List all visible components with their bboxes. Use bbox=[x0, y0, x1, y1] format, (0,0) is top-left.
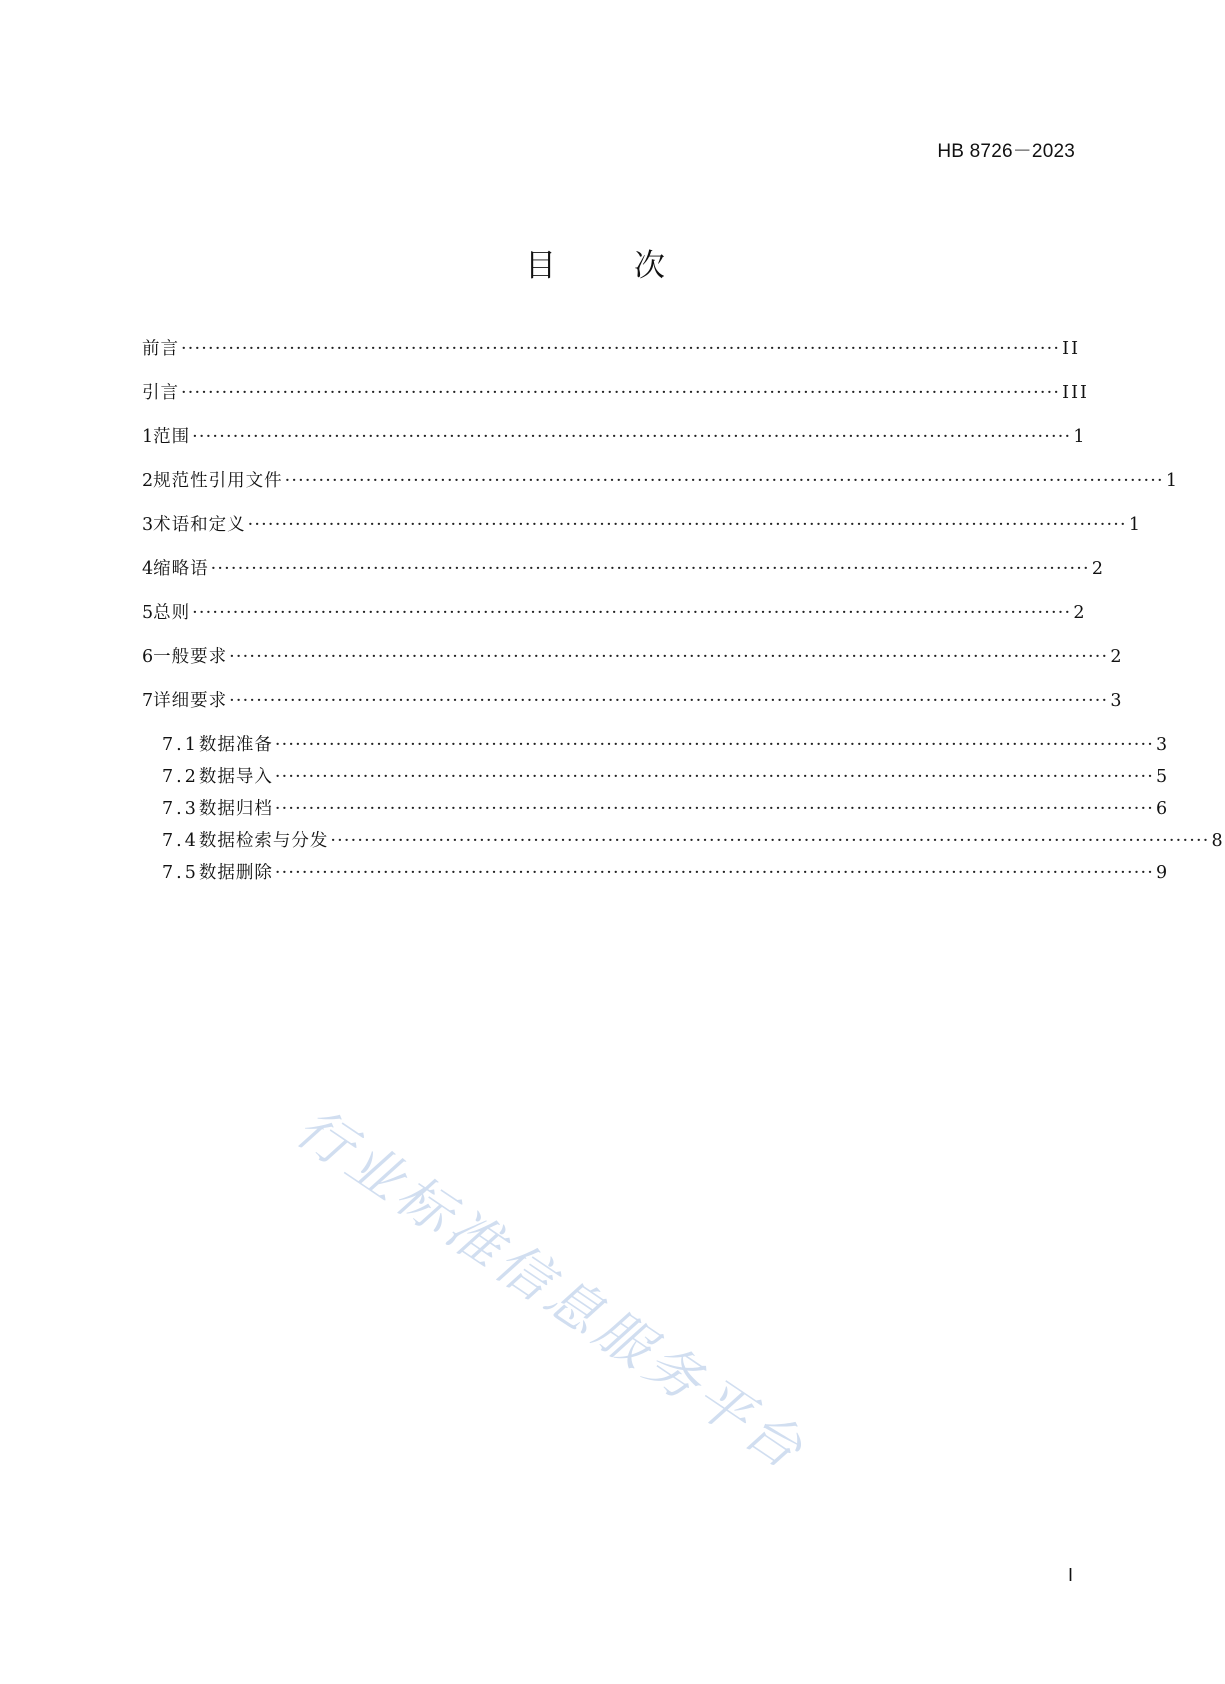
toc-entry-3[interactable] bbox=[142, 511, 1142, 555]
table-of-contents bbox=[142, 335, 1225, 891]
toc-page: 1 bbox=[1128, 515, 1142, 535]
toc-entry-7-5[interactable] bbox=[142, 859, 1170, 891]
page-title bbox=[0, 240, 1190, 285]
toc-page: 9 bbox=[1156, 863, 1170, 883]
toc-page: 2 bbox=[1073, 603, 1087, 623]
toc-page: 2 bbox=[1091, 559, 1105, 579]
dot-leader: ·································································································································· bbox=[247, 515, 1127, 535]
toc-page: II bbox=[1062, 339, 1080, 359]
dot-leader: ·································································································································· bbox=[274, 735, 1155, 755]
toc-number: 1 bbox=[142, 427, 154, 447]
toc-label: 详细要求 bbox=[153, 691, 228, 711]
toc-entry-7-3[interactable] bbox=[142, 795, 1170, 827]
toc-number: 3 bbox=[142, 515, 154, 535]
standard-code: HB 8726－2023 bbox=[937, 141, 1075, 162]
toc-number: 7.2 bbox=[162, 767, 199, 787]
dot-leader: ·································································································································· bbox=[330, 831, 1210, 851]
watermark-text: 行业标准信息服务平台 bbox=[285, 1095, 818, 1484]
dot-leader: ·································································································································· bbox=[181, 339, 1061, 359]
dot-leader: ·································································································································· bbox=[192, 603, 1072, 623]
toc-label: 数据检索与分发 bbox=[198, 831, 329, 851]
toc-page: 2 bbox=[1110, 647, 1124, 667]
toc-number: 5 bbox=[142, 603, 154, 623]
toc-page: 3 bbox=[1156, 735, 1170, 755]
toc-page: 8 bbox=[1211, 831, 1225, 851]
toc-entry-introduction[interactable] bbox=[142, 379, 1089, 423]
toc-number: 2 bbox=[142, 471, 154, 491]
toc-label: 术语和定义 bbox=[153, 515, 246, 535]
dot-leader: ·································································································································· bbox=[210, 559, 1090, 579]
toc-number: 4 bbox=[142, 559, 154, 579]
toc-label: 总则 bbox=[153, 603, 191, 623]
toc-number: 7.1 bbox=[162, 735, 199, 755]
toc-page: III bbox=[1062, 383, 1089, 403]
toc-label: 前言 bbox=[142, 339, 179, 359]
dot-leader: ·································································································································· bbox=[274, 767, 1155, 787]
toc-number: 7.3 bbox=[162, 799, 199, 819]
toc-entry-7-4[interactable] bbox=[142, 827, 1225, 859]
toc-label: 缩略语 bbox=[153, 559, 209, 579]
toc-entry-6[interactable] bbox=[142, 643, 1124, 687]
toc-number: 7.5 bbox=[162, 863, 199, 883]
toc-label: 数据准备 bbox=[198, 735, 273, 755]
dot-leader: ·································································································································· bbox=[274, 863, 1155, 883]
toc-label: 一般要求 bbox=[153, 647, 228, 667]
toc-entry-1[interactable] bbox=[142, 423, 1087, 467]
toc-entry-7-2[interactable] bbox=[142, 763, 1170, 795]
toc-entry-foreword[interactable] bbox=[142, 335, 1080, 379]
toc-page: 5 bbox=[1156, 767, 1170, 787]
toc-entry-4[interactable] bbox=[142, 555, 1105, 599]
dot-leader: ·································································································································· bbox=[229, 647, 1109, 667]
toc-number: 6 bbox=[142, 647, 154, 667]
title-char-2: 次 bbox=[634, 248, 665, 284]
dot-leader: ·································································································································· bbox=[274, 799, 1155, 819]
toc-label: 数据导入 bbox=[198, 767, 273, 787]
toc-page: 1 bbox=[1073, 427, 1087, 447]
dot-leader: ·································································································································· bbox=[284, 471, 1164, 491]
dot-leader: ·································································································································· bbox=[229, 691, 1109, 711]
page-number: I bbox=[1067, 1565, 1073, 1585]
toc-label: 数据删除 bbox=[198, 863, 273, 883]
toc-entry-5[interactable] bbox=[142, 599, 1087, 643]
toc-number: 7 bbox=[142, 691, 154, 711]
toc-entry-7-1[interactable] bbox=[142, 731, 1170, 763]
toc-label: 数据归档 bbox=[198, 799, 273, 819]
dot-leader: ·································································································································· bbox=[192, 427, 1072, 447]
toc-entry-2[interactable] bbox=[142, 467, 1179, 511]
toc-label: 范围 bbox=[153, 427, 191, 447]
title-char-1: 目 bbox=[525, 248, 556, 284]
toc-page: 3 bbox=[1110, 691, 1124, 711]
toc-page: 1 bbox=[1165, 471, 1179, 491]
toc-label: 引言 bbox=[142, 383, 179, 403]
toc-label: 规范性引用文件 bbox=[153, 471, 283, 491]
toc-page: 6 bbox=[1156, 799, 1170, 819]
toc-number: 7.4 bbox=[162, 831, 199, 851]
toc-entry-7[interactable] bbox=[142, 687, 1124, 731]
dot-leader: ·································································································································· bbox=[181, 383, 1061, 403]
